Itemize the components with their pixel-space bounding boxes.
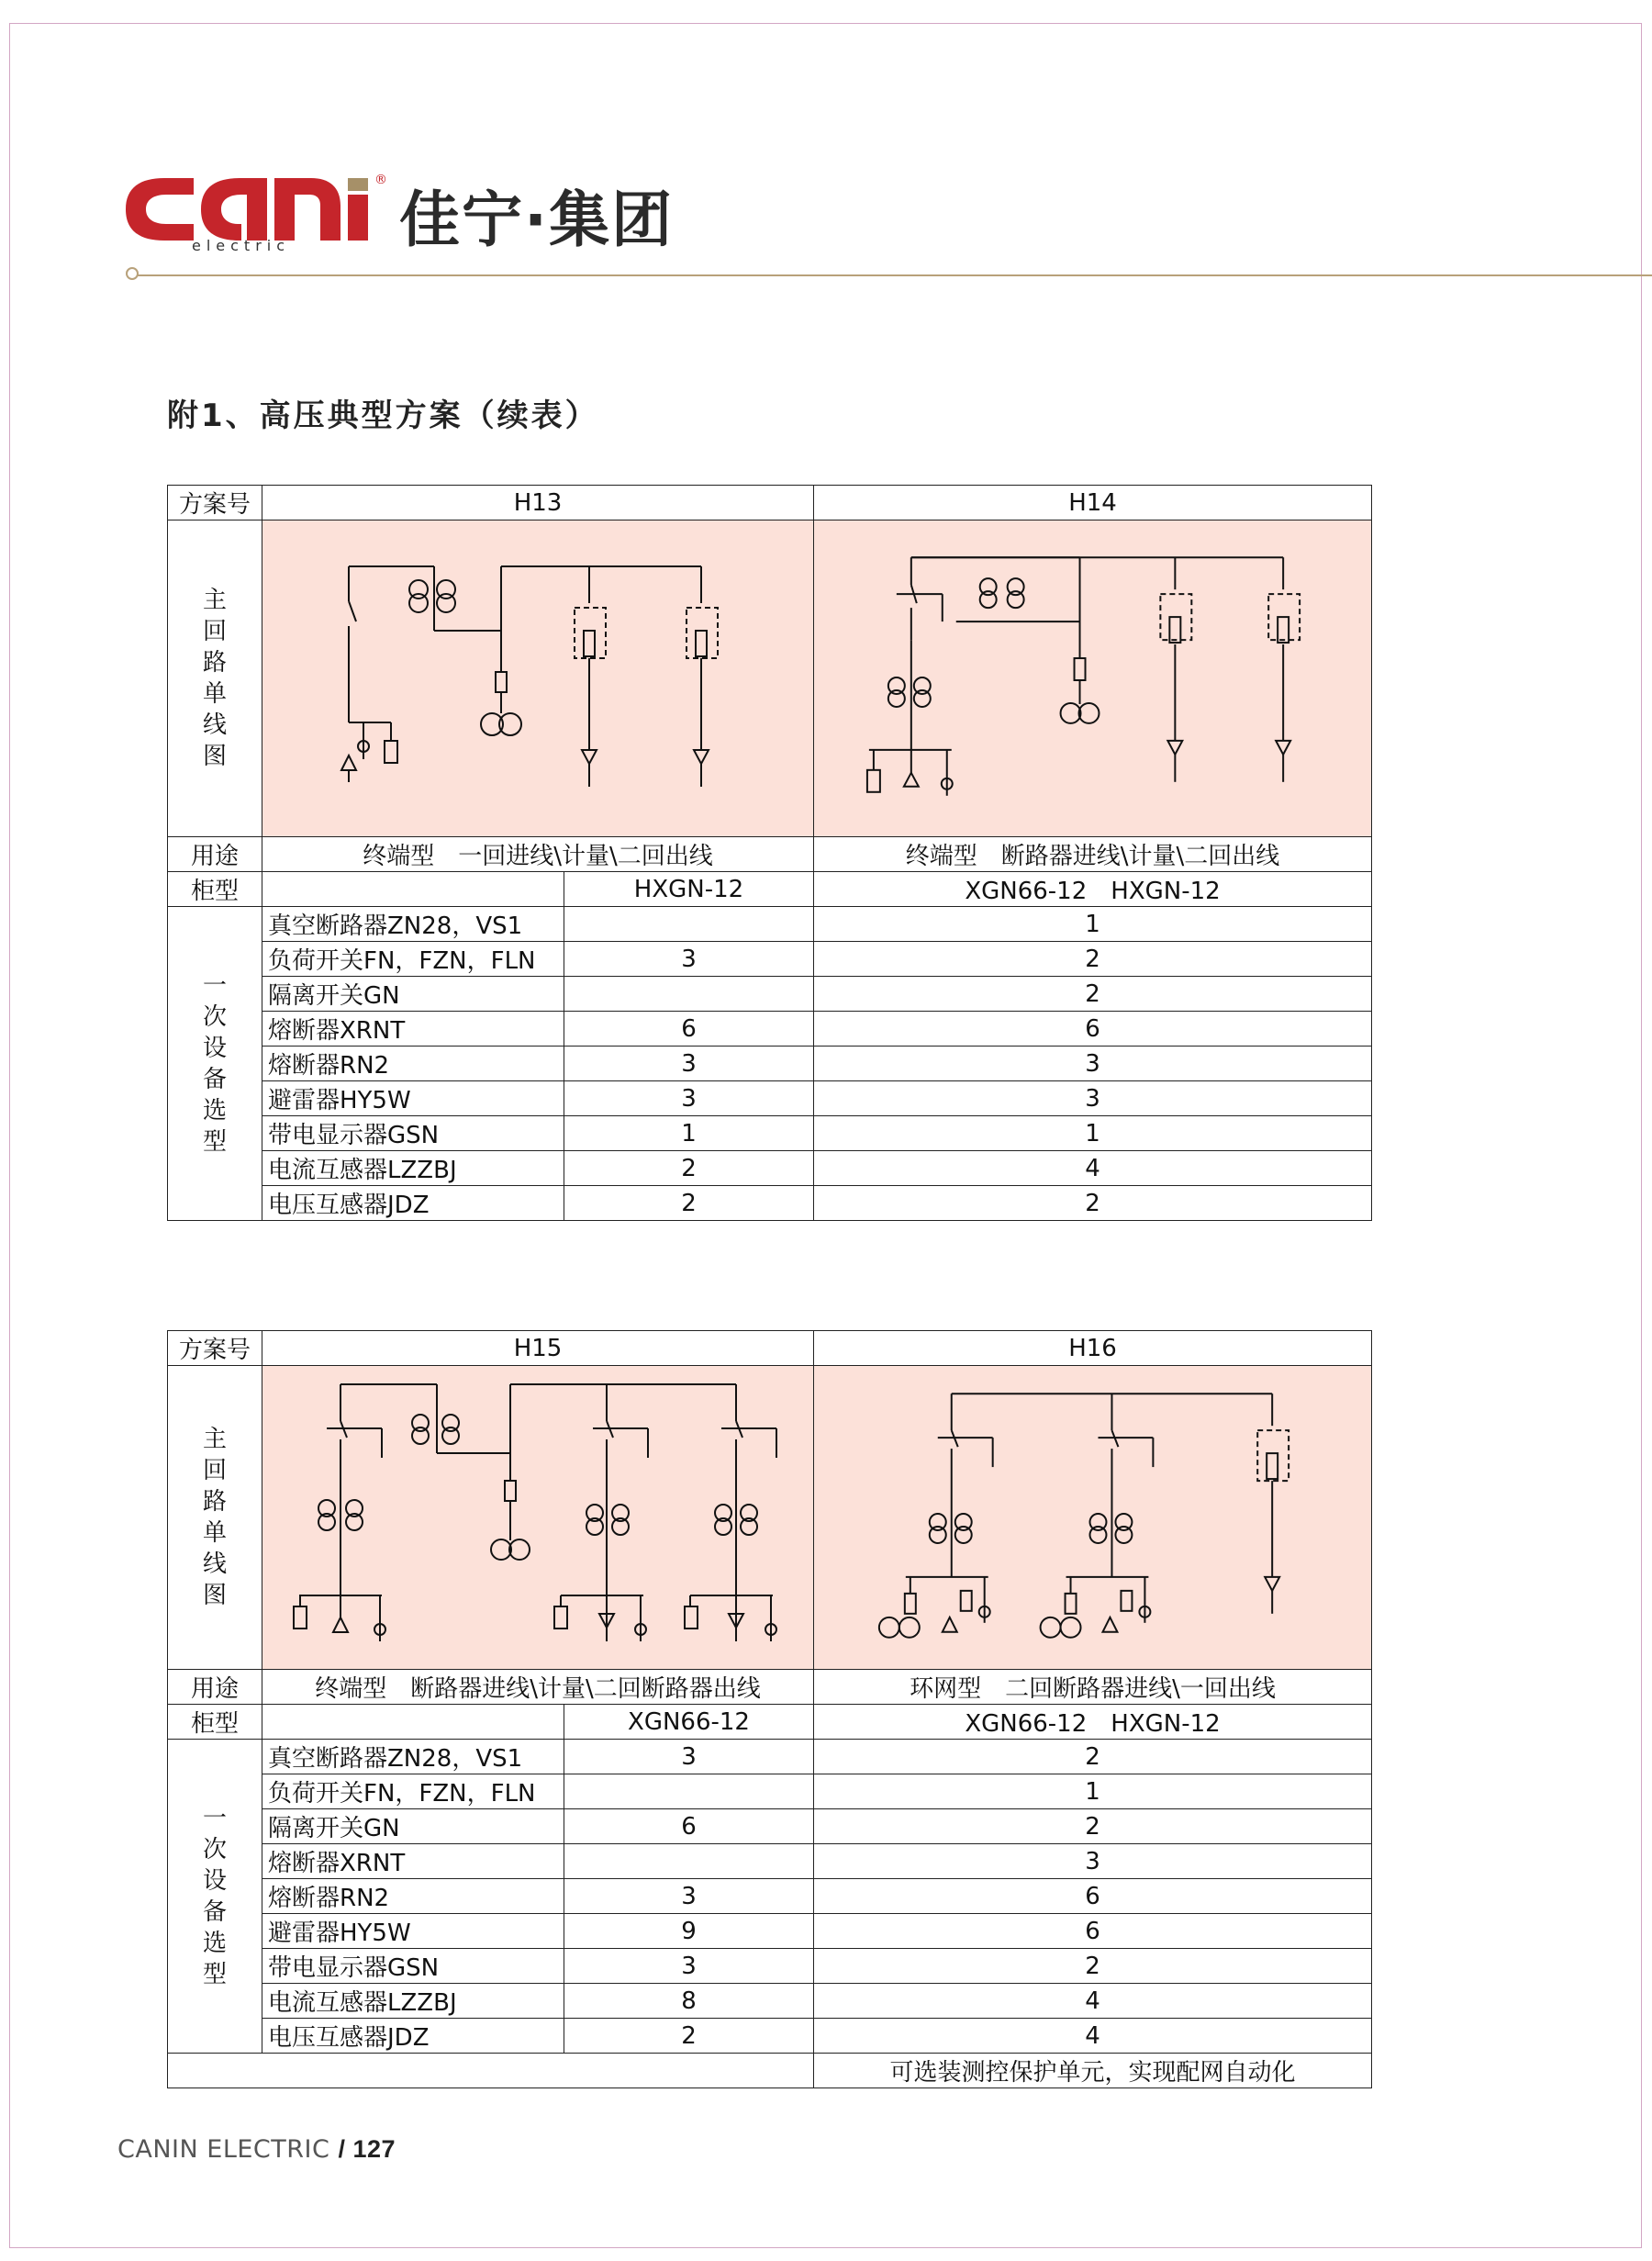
diagram-label bbox=[168, 1366, 262, 1670]
note-blank bbox=[168, 2054, 814, 2088]
equipment-name: 真空断路器ZN28，VS1 bbox=[262, 1740, 564, 1774]
count-h13: 3 bbox=[564, 942, 814, 977]
count-h13: 3 bbox=[564, 1081, 814, 1116]
scheme-id-h16: H16 bbox=[814, 1331, 1372, 1366]
footer-brand: CANIN ELECTRIC bbox=[117, 2135, 330, 2164]
equipment-name: 负荷开关FN，FZN，FLN bbox=[262, 942, 564, 977]
scheme-id-h14: H14 bbox=[814, 486, 1372, 520]
diagram-h15 bbox=[262, 1366, 814, 1670]
count-h14: 6 bbox=[814, 1012, 1372, 1047]
count-h16: 2 bbox=[814, 1809, 1372, 1844]
cabinet-h13-blank bbox=[262, 872, 564, 907]
count-h13: 6 bbox=[564, 1012, 814, 1047]
cabinet-h13: HXGN-12 bbox=[564, 872, 814, 907]
count-h16: 2 bbox=[814, 1740, 1372, 1774]
usage-label: 用途 bbox=[168, 1670, 262, 1705]
count-h14: 2 bbox=[814, 942, 1372, 977]
count-h16: 2 bbox=[814, 1949, 1372, 1984]
count-h15: 3 bbox=[564, 1879, 814, 1914]
equipment-name: 带电显示器GSN bbox=[262, 1949, 564, 1984]
equipment-name: 熔断器XRNT bbox=[262, 1844, 564, 1879]
scheme-no-label: 方案号 bbox=[168, 486, 262, 520]
count-h13 bbox=[564, 907, 814, 942]
equipment-label bbox=[168, 1740, 262, 2054]
page-footer bbox=[117, 2135, 396, 2164]
equipment-name: 负荷开关FN，FZN，FLN bbox=[262, 1774, 564, 1809]
equipment-name: 电压互感器JDZ bbox=[262, 2019, 564, 2054]
count-h15: 8 bbox=[564, 1984, 814, 2019]
count-h14: 2 bbox=[814, 977, 1372, 1012]
count-h16: 4 bbox=[814, 1984, 1372, 2019]
count-h13: 3 bbox=[564, 1047, 814, 1081]
equipment-label-text: 一次设备选型 bbox=[203, 1804, 228, 1988]
equipment-name: 带电显示器GSN bbox=[262, 1116, 564, 1151]
scheme-id-h13: H13 bbox=[262, 486, 814, 520]
header-rule-dot bbox=[126, 267, 139, 280]
diagram-label-text: 主回路单线图 bbox=[203, 1426, 228, 1609]
count-h13: 2 bbox=[564, 1151, 814, 1186]
equipment-name: 避雷器HY5W bbox=[262, 1914, 564, 1949]
count-h14: 4 bbox=[814, 1151, 1372, 1186]
logo-chinese-name: 佳宁·集团 bbox=[399, 185, 675, 255]
count-h15 bbox=[564, 1774, 814, 1809]
usage-h16: 环网型 二回断路器进线\一回出线 bbox=[814, 1670, 1372, 1705]
cabinet-h15-blank bbox=[262, 1705, 564, 1740]
equipment-name: 真空断路器ZN28，VS1 bbox=[262, 907, 564, 942]
count-h14: 2 bbox=[814, 1186, 1372, 1221]
single-line-diagram-h14 bbox=[814, 520, 1371, 836]
automation-note: 可选装测控保护单元，实现配网自动化 bbox=[814, 2054, 1372, 2088]
diagram-h14 bbox=[814, 520, 1372, 837]
diagram-h13 bbox=[262, 520, 814, 837]
cabinet-h14: XGN66-12 HXGN-12 bbox=[814, 872, 1372, 907]
count-h16: 1 bbox=[814, 1774, 1372, 1809]
equipment-label-text: 一次设备选型 bbox=[203, 971, 228, 1156]
usage-h13: 终端型 一回进线\计量\二回出线 bbox=[262, 837, 814, 872]
count-h14: 3 bbox=[814, 1047, 1372, 1081]
company-logo bbox=[124, 174, 711, 257]
equipment-name: 熔断器RN2 bbox=[262, 1879, 564, 1914]
usage-h15: 终端型 断路器进线\计量\二回断路器出线 bbox=[262, 1670, 814, 1705]
diagram-label bbox=[168, 520, 262, 837]
equipment-name: 避雷器HY5W bbox=[262, 1081, 564, 1116]
count-h15: 3 bbox=[564, 1740, 814, 1774]
header-rule bbox=[128, 274, 1652, 276]
diagram-h16 bbox=[814, 1366, 1372, 1670]
cabinet-label: 柜型 bbox=[168, 872, 262, 907]
count-h13 bbox=[564, 977, 814, 1012]
equipment-name: 电流互感器LZZBJ bbox=[262, 1151, 564, 1186]
count-h15: 6 bbox=[564, 1809, 814, 1844]
count-h15: 2 bbox=[564, 2019, 814, 2054]
equipment-name: 熔断器RN2 bbox=[262, 1047, 564, 1081]
count-h14: 1 bbox=[814, 907, 1372, 942]
equipment-name: 电压互感器JDZ bbox=[262, 1186, 564, 1221]
usage-h14: 终端型 断路器进线\计量\二回出线 bbox=[814, 837, 1372, 872]
equipment-name: 电流互感器LZZBJ bbox=[262, 1984, 564, 2019]
count-h13: 1 bbox=[564, 1116, 814, 1151]
scheme-no-label: 方案号 bbox=[168, 1331, 262, 1366]
equipment-name: 熔断器XRNT bbox=[262, 1012, 564, 1047]
canin-logo-mark bbox=[124, 174, 390, 243]
scheme-id-h15: H15 bbox=[262, 1331, 814, 1366]
usage-label: 用途 bbox=[168, 837, 262, 872]
count-h13: 2 bbox=[564, 1186, 814, 1221]
registered-mark: ® bbox=[374, 173, 387, 187]
cabinet-h15: XGN66-12 bbox=[564, 1705, 814, 1740]
cabinet-h16: XGN66-12 HXGN-12 bbox=[814, 1705, 1372, 1740]
diagram-label-text: 主回路单线图 bbox=[203, 587, 228, 770]
single-line-diagram-h16 bbox=[814, 1366, 1371, 1669]
count-h15: 3 bbox=[564, 1949, 814, 1984]
section-title: 附1、高压典型方案（续表） bbox=[167, 397, 599, 434]
single-line-diagram-h15 bbox=[262, 1366, 813, 1669]
count-h16: 6 bbox=[814, 1914, 1372, 1949]
count-h14: 1 bbox=[814, 1116, 1372, 1151]
count-h15: 9 bbox=[564, 1914, 814, 1949]
scheme-table-1 bbox=[167, 485, 1371, 1221]
count-h16: 6 bbox=[814, 1879, 1372, 1914]
logo-subtitle: electric bbox=[192, 237, 291, 254]
equipment-label bbox=[168, 907, 262, 1221]
count-h16: 4 bbox=[814, 2019, 1372, 2054]
equipment-name: 隔离开关GN bbox=[262, 977, 564, 1012]
count-h14: 3 bbox=[814, 1081, 1372, 1116]
scheme-table-2 bbox=[167, 1330, 1371, 2088]
page-number: / 127 bbox=[338, 2135, 396, 2163]
cabinet-label: 柜型 bbox=[168, 1705, 262, 1740]
count-h16: 3 bbox=[814, 1844, 1372, 1879]
single-line-diagram-h13 bbox=[262, 520, 813, 836]
count-h15 bbox=[564, 1844, 814, 1879]
equipment-name: 隔离开关GN bbox=[262, 1809, 564, 1844]
